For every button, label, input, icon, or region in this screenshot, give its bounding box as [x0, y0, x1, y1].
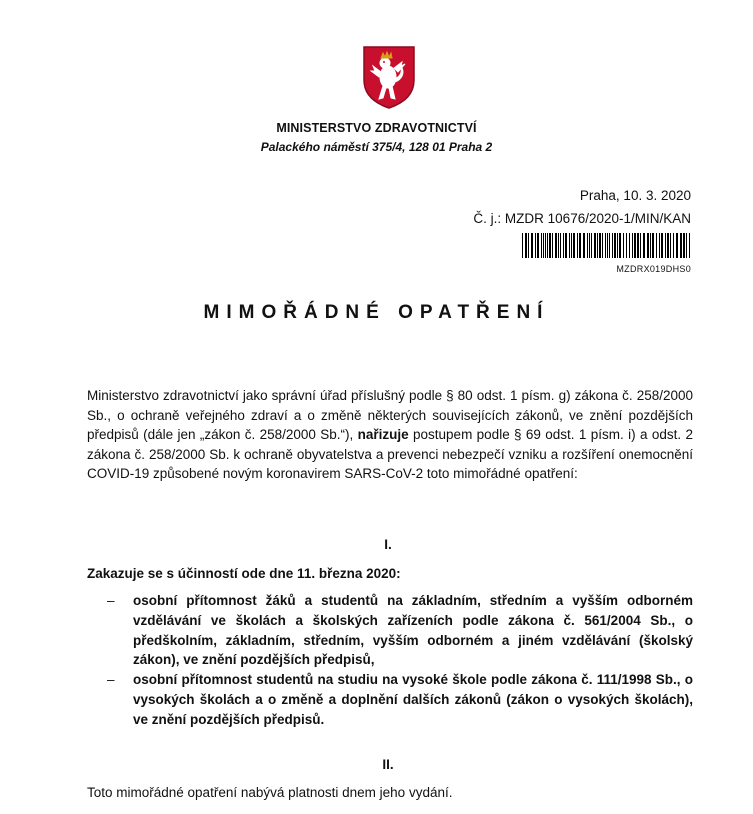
barcode-bar: [643, 233, 645, 258]
barcode-bar: [612, 233, 613, 258]
barcode-bar: [619, 233, 621, 258]
intro-text-part1: Ministerstvo zdravotnictví jako správní úřad příslušný podle § 80 odst. 1 písm. g) zákona č. 258/2000 Sb., o ochraně veřejného zdraví a o změně některých souvisejících zákonů, ve znění pozdějších předpisů (dále jen „zákon č. 258/2000 Sb.“),: [87, 388, 693, 443]
barcode-bar: [656, 233, 657, 258]
barcode-bar: [605, 233, 606, 258]
czech-coat-of-arms-icon: [361, 44, 417, 110]
barcode-text: MZDRX019DHS0: [616, 264, 691, 274]
barcode-bar: [602, 233, 603, 258]
barcode-bar: [632, 233, 633, 258]
barcode-bar: [614, 233, 616, 258]
barcode-bar: [583, 233, 585, 258]
barcode-bar: [623, 233, 624, 258]
document-date: Praha, 10. 3. 2020: [579, 188, 691, 203]
ministry-name: MINISTERSTVO ZDRAVOTNICTVÍ: [276, 121, 477, 135]
barcode-bar: [652, 233, 654, 258]
barcode-bar: [577, 233, 578, 258]
prohibition-list: [87, 591, 693, 730]
barcode-bar: [547, 233, 548, 258]
barcode-bar: [541, 233, 542, 258]
list-item-text: osobní přítomnost studentů na studiu na vysoké škole podle zákona č. 111/1998 Sb., o vysokých školách a o změně a doplnění dalších zákonů (zákon o vysokých školách), ve znění pozdějších předpisů.: [133, 672, 693, 727]
barcode: [522, 233, 690, 258]
barcode-bar: [650, 233, 651, 258]
document-title: MIMOŘÁDNÉ OPATŘENÍ: [203, 302, 550, 323]
barcode-bar: [673, 233, 674, 258]
ministry-address: Palackého náměstí 375/4, 128 01 Praha 2: [260, 140, 493, 154]
intro-emphasis: nařizuje: [357, 427, 409, 443]
barcode-bar: [571, 233, 572, 258]
barcode-bar: [558, 233, 559, 258]
section-1-lead: Zakazuje se s účinností ode dne 11. března 2020:: [87, 566, 401, 581]
barcode-bar: [597, 233, 598, 258]
barcode-bar: [531, 233, 533, 258]
section-2-number: II.: [382, 757, 394, 772]
barcode-bar: [640, 233, 641, 258]
barcode-bar: [573, 233, 575, 258]
barcode-bar: [594, 233, 596, 258]
barcode-bar: [680, 233, 682, 258]
barcode-bar: [537, 233, 539, 258]
barcode-bar: [591, 233, 592, 258]
barcode-bar: [569, 233, 570, 258]
intro-paragraph: [87, 386, 693, 484]
list-item: [87, 670, 693, 729]
barcode-bar: [555, 233, 557, 258]
barcode-bar: [522, 233, 523, 258]
list-item: [87, 591, 693, 670]
barcode-bar: [552, 233, 553, 258]
barcode-bar: [686, 233, 687, 258]
list-dash: –: [107, 593, 115, 608]
barcode-bar: [587, 233, 588, 258]
barcode-bar: [563, 233, 564, 258]
section-1-number: I.: [384, 537, 392, 552]
list-dash: –: [107, 672, 115, 688]
barcode-bar: [647, 233, 649, 258]
barcode-bar: [629, 233, 630, 258]
barcode-bar: [676, 233, 678, 258]
barcode-bar: [599, 233, 601, 258]
barcode-bar: [545, 233, 546, 258]
barcode-bar: [689, 233, 690, 258]
barcode-bar: [661, 233, 663, 258]
barcode-bar: [549, 233, 551, 258]
barcode-bar: [607, 233, 608, 258]
barcode-bar: [525, 233, 527, 258]
barcode-bar: [659, 233, 660, 258]
reference-number: Č. j.: MZDR 10676/2020-1/MIN/KAN: [473, 211, 691, 226]
barcode-bar: [683, 233, 685, 258]
barcode-bar: [609, 233, 610, 258]
barcode-bar: [665, 233, 666, 258]
barcode-bar: [560, 233, 561, 258]
barcode-bar: [528, 233, 529, 258]
barcode-bar: [565, 233, 567, 258]
list-item-text: osobní přítomnost žáků a studentů na základním, středním a vyšším odborném vzdělávání ve školách a školských zařízeních podle zákona č. 561/2004 Sb., o předškolním, základním, středním, vyšším odborném a jiném vzdělávání (školský zákon), ve znění pozdějších předpisů,: [133, 593, 693, 668]
section-2-text: Toto mimořádné opatření nabývá platnosti dnem jeho vydání.: [87, 785, 453, 800]
barcode-bar: [589, 233, 590, 258]
barcode-bar: [617, 233, 618, 258]
barcode-bar: [579, 233, 581, 258]
barcode-bar: [543, 233, 544, 258]
barcode-bar: [535, 233, 536, 258]
intro-text-part2: postupem podle § 69 odst. 1 písm. i) a odst. 2 zákona č. 258/2000 Sb. k ochraně obyvatelstva a prevenci nebezpečí vzniku a rozšíření onemocnění COVID-19 způsobené novým koronavirem SARS-CoV-2 toto mimořádné opatření:: [87, 427, 693, 482]
barcode-bar: [667, 233, 669, 258]
barcode-bar: [634, 233, 636, 258]
barcode-bar: [670, 233, 671, 258]
barcode-bar: [637, 233, 639, 258]
barcode-bar: [626, 233, 627, 258]
